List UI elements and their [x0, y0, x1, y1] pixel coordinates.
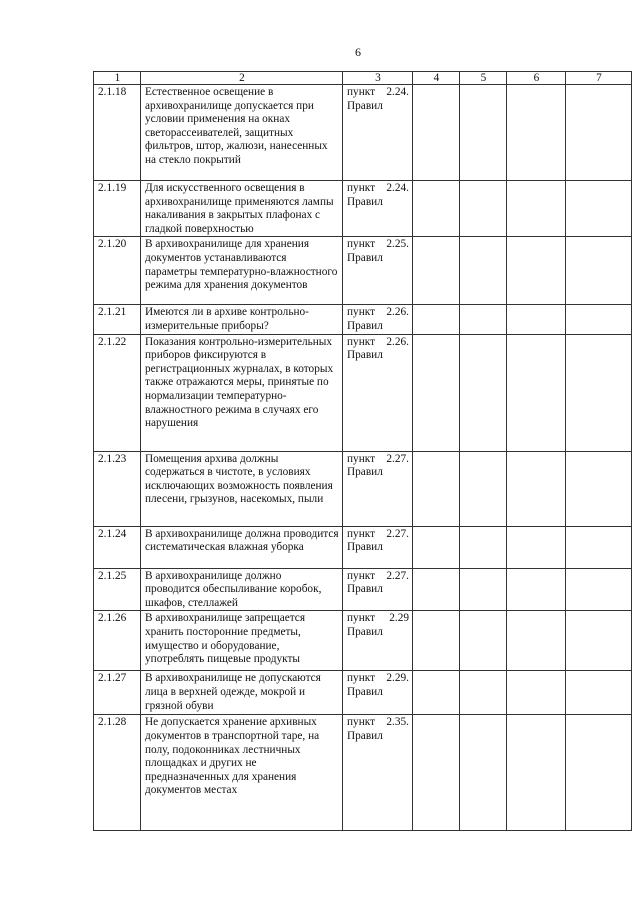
requirement-text: Помещения архива должны содержаться в чистоте, в условиях исключающих возможность появления плесени, грызунов, насекомых, пыли: [141, 451, 343, 526]
table-row: [94, 671, 632, 715]
empty-cell-col-4: [413, 305, 460, 334]
reference-point: 2.27.: [386, 569, 409, 582]
table-row: [94, 334, 632, 451]
rule-reference: [343, 181, 413, 237]
reference-rules: Правил: [347, 685, 383, 698]
empty-cell-col-4: [413, 671, 460, 715]
empty-cell-col-4: [413, 611, 460, 671]
reference-point: 2.25.: [386, 238, 409, 251]
empty-cell-col-4: [413, 715, 460, 831]
requirement-text: Не допускается хранение архивных документов в транспортной таре, на полу, подоконниках лестничных площадках и других не предназначенных для хранения документов местах: [141, 715, 343, 831]
reference-word: пункт: [347, 527, 376, 540]
reference-word: пункт: [347, 672, 376, 685]
empty-cell-col-4: [413, 568, 460, 611]
table-row: [94, 451, 632, 526]
page-number: 6: [355, 45, 361, 59]
requirement-text: В архивохранилище запрещается хранить посторонние предметы, имущество и оборудование, употреблять пищевые продукты: [141, 611, 343, 671]
reference-point: 2.35.: [386, 716, 409, 729]
empty-cell-col-5: [460, 611, 507, 671]
requirement-text: Естественное освещение в архивохранилище допускается при условии применения на окнах светорассеивателей, защитных фильтров, штор, жалюзи, нанесенных на стекло покрытий: [141, 85, 343, 181]
rule-reference: [343, 237, 413, 305]
empty-cell-col-5: [460, 334, 507, 451]
rule-reference: [343, 671, 413, 715]
empty-cell-col-5: [460, 568, 507, 611]
reference-point: 2.29.: [386, 672, 409, 685]
rule-reference: [343, 85, 413, 181]
rule-reference: [343, 305, 413, 334]
table-row: [94, 85, 632, 181]
reference-word: пункт: [347, 569, 376, 582]
reference-point: 2.24.: [386, 182, 409, 194]
reference-point: 2.27.: [386, 527, 409, 540]
column-header: 3: [343, 72, 413, 85]
empty-cell-col-6: [507, 305, 566, 334]
item-number: 2.1.21: [94, 305, 141, 334]
empty-cell-col-6: [507, 451, 566, 526]
empty-cell-col-6: [507, 671, 566, 715]
reference-rules: Правил: [347, 251, 383, 264]
reference-word: пункт: [347, 238, 376, 251]
requirement-text: В архивохранилище не допускаются лица в верхней одежде, мокрой и грязной обуви: [141, 671, 343, 715]
reference-word: пункт: [347, 452, 376, 465]
reference-word: пункт: [347, 335, 376, 348]
table-row: [94, 305, 632, 334]
empty-cell-col-6: [507, 85, 566, 181]
item-number: 2.1.27: [94, 671, 141, 715]
reference-rules: Правил: [347, 319, 383, 332]
empty-cell-col-5: [460, 526, 507, 568]
reference-rules: Правил: [347, 99, 383, 112]
empty-cell-col-4: [413, 334, 460, 451]
reference-rules: Правил: [347, 583, 383, 596]
reference-rules: Правил: [347, 466, 383, 479]
reference-point: 2.27.: [386, 452, 409, 465]
empty-cell-col-5: [460, 451, 507, 526]
empty-cell-col-6: [507, 611, 566, 671]
empty-cell-col-4: [413, 181, 460, 237]
checklist-table: [93, 71, 632, 831]
empty-cell-col-5: [460, 715, 507, 831]
empty-cell-col-5: [460, 85, 507, 181]
empty-cell-col-6: [507, 568, 566, 611]
requirement-text: В архивохранилище должна проводится систематическая влажная уборка: [141, 526, 343, 568]
empty-cell-col-7: [566, 715, 632, 831]
column-header: 1: [94, 72, 141, 85]
column-header: 5: [460, 72, 507, 85]
empty-cell-col-5: [460, 237, 507, 305]
header-row: [94, 72, 632, 85]
empty-cell-col-5: [460, 181, 507, 237]
empty-cell-col-7: [566, 451, 632, 526]
reference-rules: Правил: [347, 625, 383, 638]
item-number: 2.1.28: [94, 715, 141, 831]
empty-cell-col-7: [566, 568, 632, 611]
table-row: [94, 568, 632, 611]
table-row: [94, 526, 632, 568]
reference-point: 2.26.: [386, 306, 409, 319]
reference-rules: Правил: [347, 349, 383, 362]
empty-cell-col-6: [507, 526, 566, 568]
reference-rules: Правил: [347, 729, 383, 742]
item-number: 2.1.26: [94, 611, 141, 671]
reference-rules: Правил: [347, 195, 383, 208]
table-row: [94, 237, 632, 305]
empty-cell-col-4: [413, 237, 460, 305]
item-number: 2.1.20: [94, 237, 141, 305]
rule-reference: [343, 611, 413, 671]
reference-word: пункт: [347, 86, 376, 98]
item-number: 2.1.24: [94, 526, 141, 568]
rule-reference: [343, 451, 413, 526]
column-header: 4: [413, 72, 460, 85]
requirement-text: Показания контрольно-измерительных приборов фиксируются в регистрационных журналах, в которых также отражаются меры, принятые по нормализации температурно-влажностного режима в случаях его нарушения: [141, 334, 343, 451]
rule-reference: [343, 568, 413, 611]
table-body: [94, 72, 632, 831]
rule-reference: [343, 526, 413, 568]
empty-cell-col-6: [507, 237, 566, 305]
item-number: 2.1.18: [94, 85, 141, 181]
table-row: [94, 181, 632, 237]
requirement-text: Имеются ли в архиве контрольно-измерительные приборы?: [141, 305, 343, 334]
reference-word: пункт: [347, 716, 376, 729]
requirement-text: Для искусственного освещения в архивохранилище применяются лампы накаливания в закрытых плафонах с гладкой поверхностью: [141, 181, 343, 237]
rule-reference: [343, 334, 413, 451]
item-number: 2.1.25: [94, 568, 141, 611]
empty-cell-col-7: [566, 237, 632, 305]
reference-point: 2.26.: [386, 335, 409, 348]
requirement-text: В архивохранилище для хранения документов устанавливаются параметры температурно-влажностного режима для хранения документов: [141, 237, 343, 305]
empty-cell-col-4: [413, 526, 460, 568]
table-row: [94, 611, 632, 671]
reference-word: пункт: [347, 182, 376, 194]
requirement-text: В архивохранилище должно проводится обеспыливание коробок, шкафов, стеллажей: [141, 568, 343, 611]
empty-cell-col-5: [460, 305, 507, 334]
empty-cell-col-6: [507, 181, 566, 237]
empty-cell-col-7: [566, 334, 632, 451]
rule-reference: [343, 715, 413, 831]
reference-word: пункт: [347, 306, 376, 319]
column-header: 2: [141, 72, 343, 85]
empty-cell-col-6: [507, 715, 566, 831]
empty-cell-col-7: [566, 611, 632, 671]
column-header: 7: [566, 72, 632, 85]
empty-cell-col-4: [413, 451, 460, 526]
empty-cell-col-7: [566, 85, 632, 181]
table-row: [94, 715, 632, 831]
reference-point: 2.24.: [386, 86, 409, 98]
reference-point: 2.29: [389, 612, 409, 625]
reference-word: пункт: [347, 612, 376, 625]
item-number: 2.1.19: [94, 181, 141, 237]
empty-cell-col-7: [566, 526, 632, 568]
empty-cell-col-4: [413, 85, 460, 181]
empty-cell-col-7: [566, 305, 632, 334]
empty-cell-col-7: [566, 671, 632, 715]
empty-cell-col-5: [460, 671, 507, 715]
item-number: 2.1.23: [94, 451, 141, 526]
item-number: 2.1.22: [94, 334, 141, 451]
empty-cell-col-7: [566, 181, 632, 237]
column-header: 6: [507, 72, 566, 85]
reference-rules: Правил: [347, 541, 383, 554]
empty-cell-col-6: [507, 334, 566, 451]
